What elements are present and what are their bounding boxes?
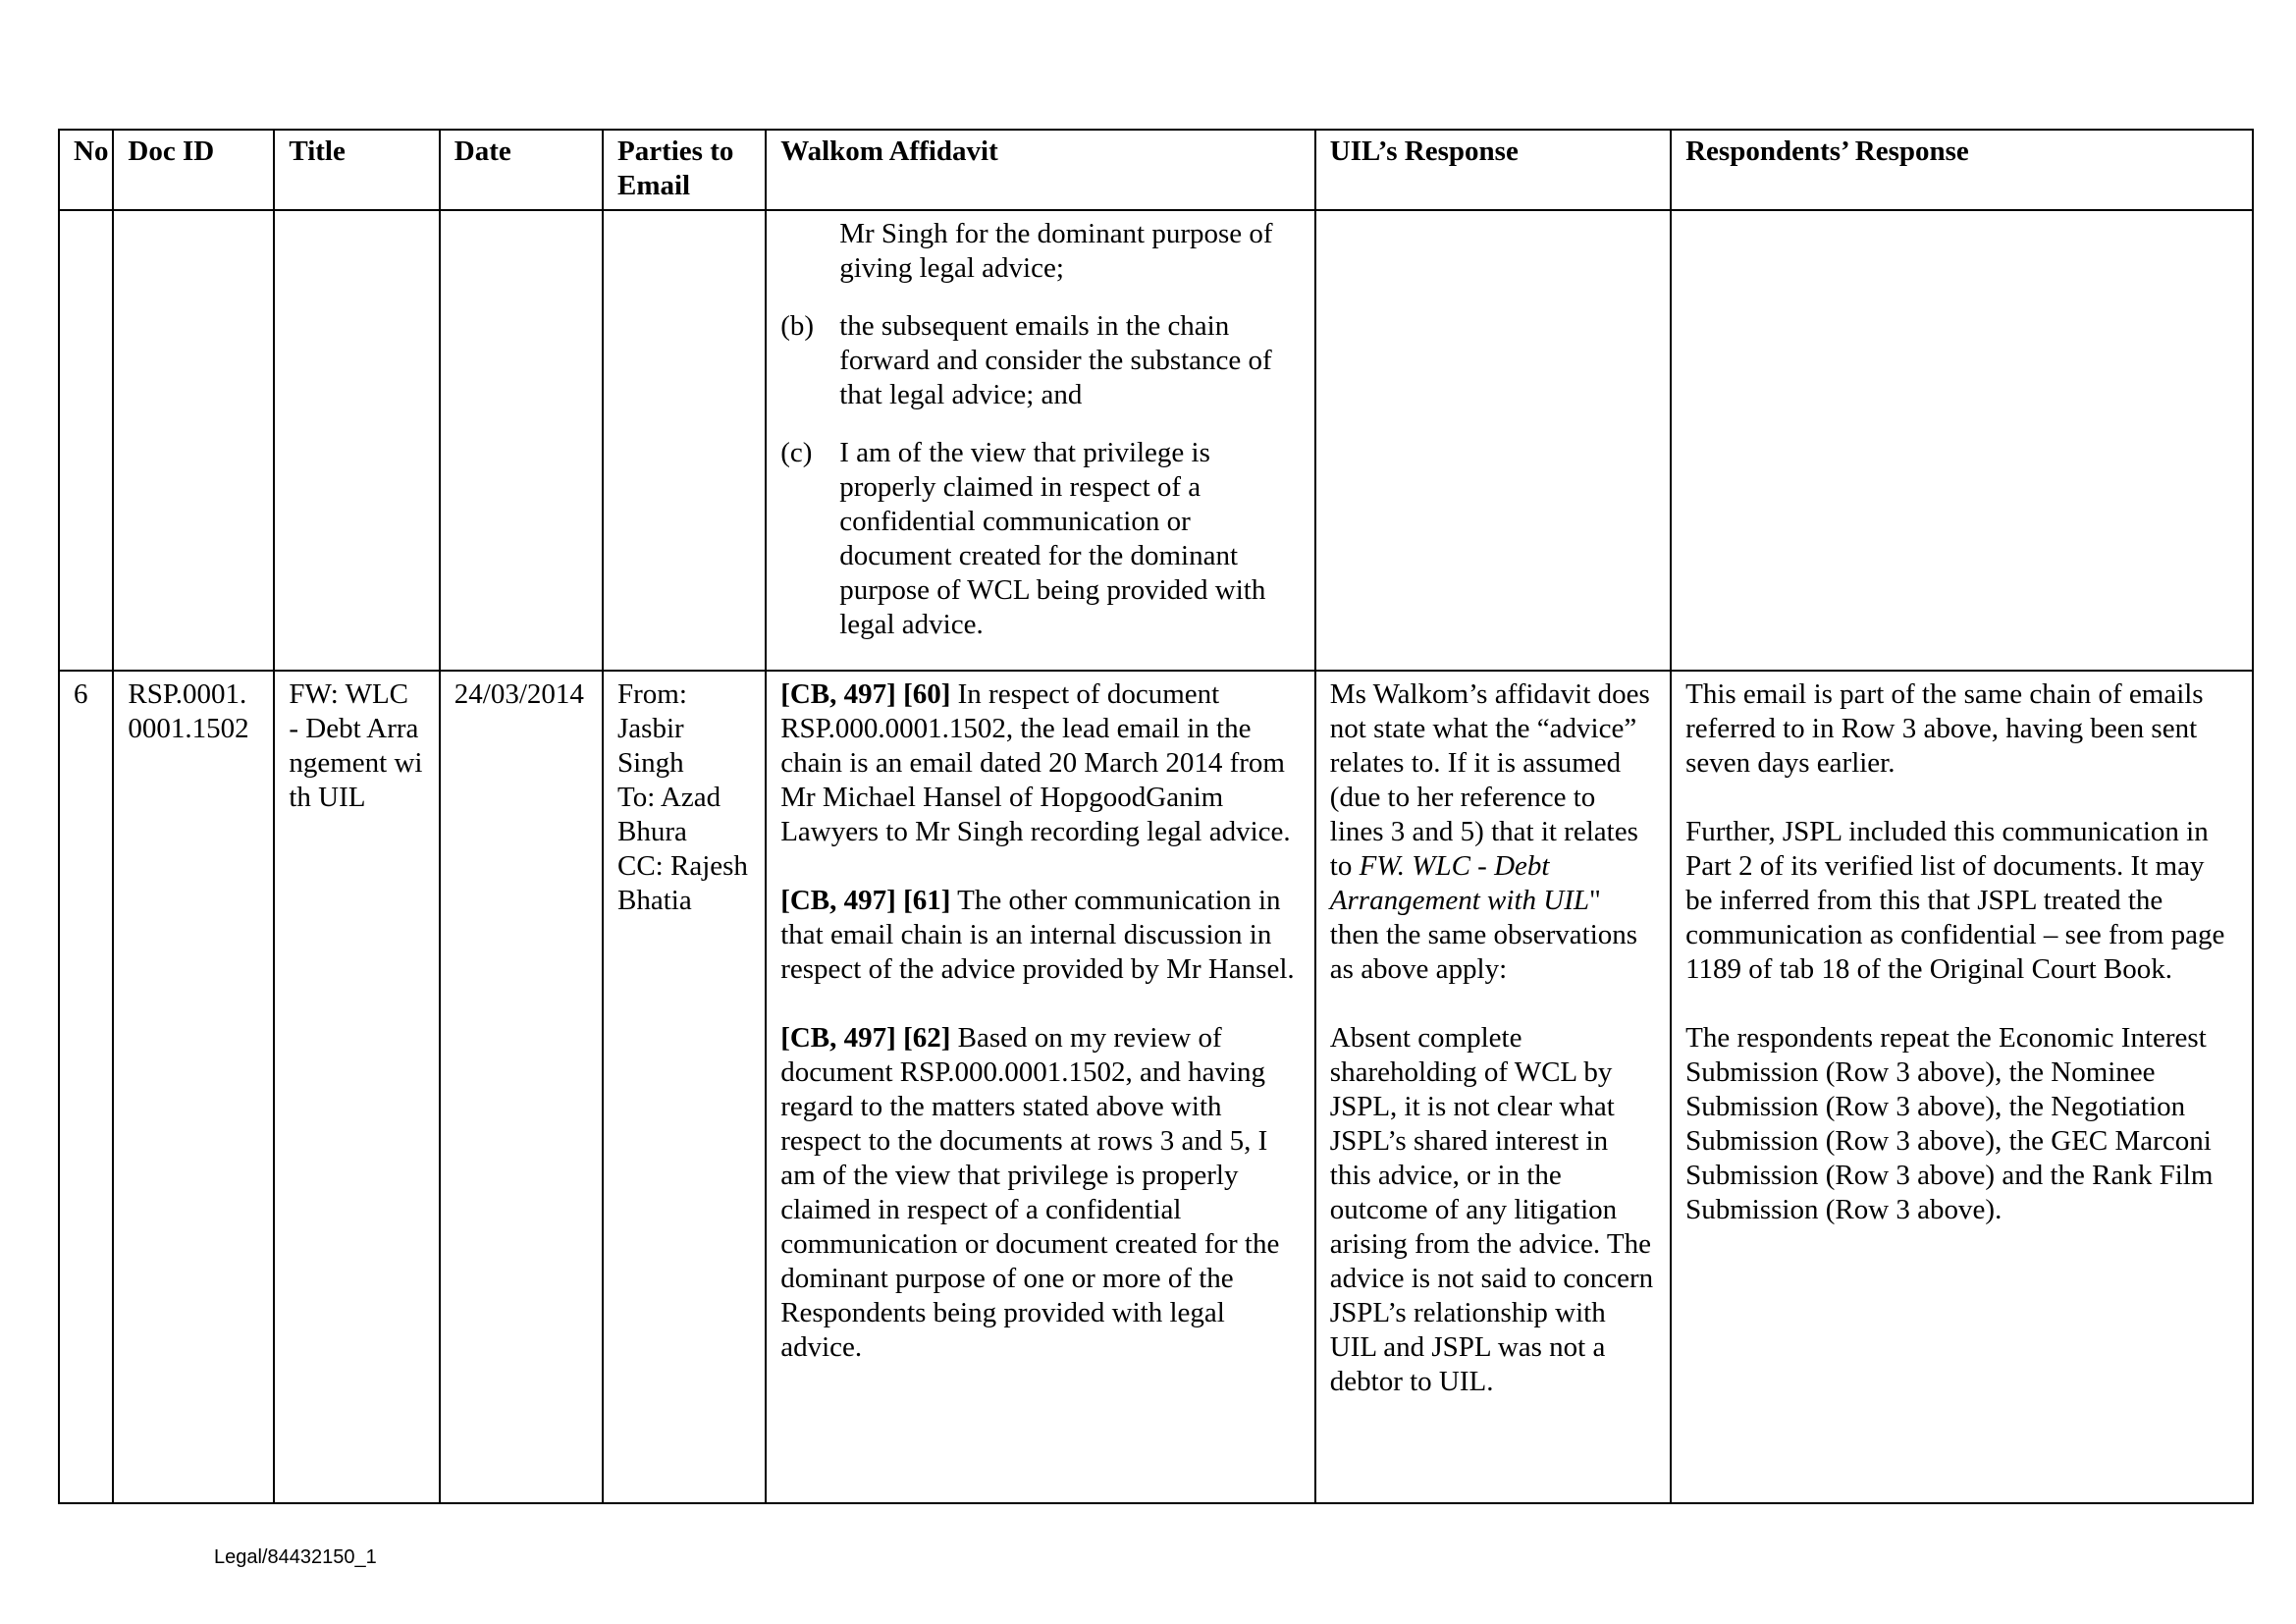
cell-respondents-response	[1671, 210, 2253, 671]
privilege-table	[58, 129, 2254, 1504]
uil-text: Ms Walkom’s affidavit does not state what the “advice” relates to. If it is assumed (due to her reference to lines 3 and 5) that it relates to	[1329, 678, 1650, 882]
header-walkom-affidavit: Walkom Affidavit	[766, 130, 1315, 210]
respondents-paragraph-1: This email is part of the same chain of emails referred to in Row 3 above, having been sent seven days earlier.	[1685, 678, 2204, 779]
cell-uil-response	[1315, 671, 1671, 1503]
cell-walkom-affidavit	[766, 210, 1315, 671]
list-item	[780, 309, 1301, 412]
cb-reference: [CB, 497]	[780, 885, 896, 916]
paragraph-number: [62]	[903, 1022, 951, 1054]
cell-parties	[603, 210, 766, 671]
paragraph-text: In respect of document RSP.000.0001.1502, the lead email in the chain is an email dated 20 March 2014 from Mr Michael Hansel of HopgoodGanim Lawyers to Mr Singh recording legal advice.	[780, 678, 1291, 847]
list-item-label: (c)	[780, 437, 813, 468]
parties-from-name: Jasbir Singh	[617, 713, 684, 779]
list-item-label: (b)	[780, 310, 815, 342]
parties-to: To: Azad Bhura	[617, 782, 721, 847]
header-doc-id: Doc ID	[113, 130, 274, 210]
header-uil-response: UIL’s Response	[1315, 130, 1671, 210]
cell-doc-id	[113, 210, 274, 671]
header-no: No	[59, 130, 113, 210]
header-row	[59, 130, 2253, 210]
cb-reference: [CB, 497]	[780, 1022, 896, 1054]
cell-date	[440, 210, 603, 671]
cell-respondents-response	[1671, 671, 2253, 1503]
respondents-paragraph-3: The respondents repeat the Economic Interest Submission (Row 3 above), the Nominee Submission (Row 3 above), the Negotiation Submission (Row 3 above), the GEC Marconi Submission (Row 3 above) and the Rank Film Submission (Row 3 above).	[1685, 1022, 2214, 1225]
header-title: Title	[274, 130, 439, 210]
list-item-text: the subsequent emails in the chain forward and consider the substance of that legal advice; and	[839, 310, 1272, 410]
list-item-text: I am of the view that privilege is properly claimed in respect of a confidential communication or document created for the dominant purpose of WCL being provided with legal advice.	[839, 437, 1266, 640]
table-row-6	[59, 671, 2253, 1503]
walkom-paragraph-60	[780, 677, 1301, 849]
list-item	[780, 436, 1301, 642]
cell-parties	[603, 671, 766, 1503]
paragraph-number: [60]	[903, 678, 951, 710]
cell-title	[274, 210, 439, 671]
header-date: Date	[440, 130, 603, 210]
cb-reference: [CB, 497]	[780, 678, 896, 710]
walkom-continuation-lead: Mr Singh for the dominant purpose of giving legal advice;	[839, 218, 1273, 284]
uil-paragraph-2: Absent complete shareholding of WCL by JSPL, it is not clear what JSPL’s shared interest in this advice, or in the outcome of any litigation arising from the advice. The advice is not said to concern JSPL’s relationship with UIL and JSPL was not a debtor to UIL.	[1329, 1022, 1654, 1397]
walkom-paragraph-62	[780, 1021, 1301, 1365]
uil-paragraph-1	[1330, 677, 1656, 987]
header-parties: Parties to Email	[603, 130, 766, 210]
parties-from-label: From:	[617, 678, 687, 710]
cell-no	[59, 210, 113, 671]
uil-italic-title: FW. WLC - Debt Arrangement with UIL	[1329, 850, 1589, 916]
header-respondents-response: Respondents’ Response	[1671, 130, 2253, 210]
cell-no: 6	[59, 671, 113, 1503]
paragraph-text: Based on my review of document RSP.000.0001.1502, and having regard to the matters stated above with respect to the documents at rows 3 and 5, I am of the view that privilege is properly claimed in respect of a confidential communication or document created for the dominant purpose of one or more of the Respondents being provided with legal advice.	[780, 1022, 1280, 1363]
walkom-paragraph-61	[780, 884, 1301, 987]
respondents-paragraph-2: Further, JSPL included this communication in Part 2 of its verified list of documents. It may be inferred from this that JSPL treated the communication as confidential – see from page 1189 of tab 18 of the Original Court Book.	[1685, 816, 2225, 985]
paragraph-text: The other communication in that email chain is an internal discussion in respect of the advice provided by Mr Hansel.	[780, 885, 1295, 985]
cell-doc-id: RSP.0001.0001.1502	[113, 671, 274, 1503]
parties-cc: CC: Rajesh Bhatia	[617, 850, 748, 916]
cell-date: 24/03/2014	[440, 671, 603, 1503]
cell-uil-response	[1315, 210, 1671, 671]
paragraph-number: [61]	[903, 885, 951, 916]
cell-title: FW: WLC - Debt Arrangement with UIL	[274, 671, 439, 1503]
cell-walkom-affidavit	[766, 671, 1315, 1503]
uil-text: " then the same observations as above apply:	[1329, 885, 1638, 985]
footer-reference: Legal/84432150_1	[214, 1546, 377, 1568]
table-row-continuation	[59, 210, 2253, 671]
